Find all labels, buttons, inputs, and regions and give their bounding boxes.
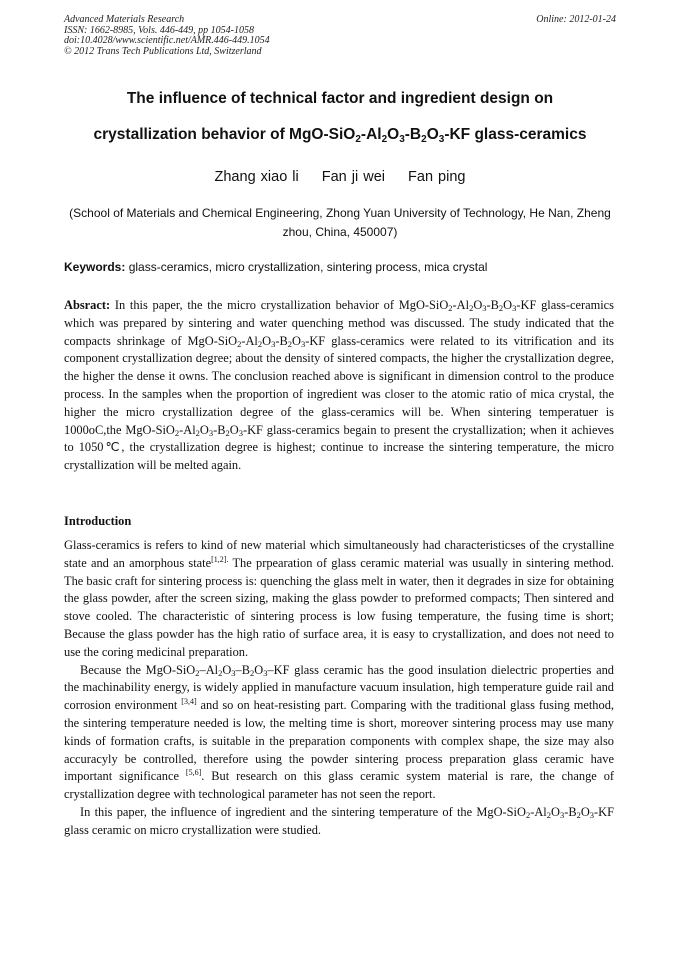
author-name: Fan ji wei (321, 169, 386, 185)
citation: [5,6] (185, 768, 202, 778)
paper-title (64, 90, 616, 162)
author-name: Fan ping (408, 169, 466, 185)
author-name: Zhang xiao li (214, 169, 299, 185)
keywords-label: Keywords: (64, 260, 126, 274)
author-list (64, 169, 616, 185)
title-line-1: The influence of technical factor and ingredient design on (126, 90, 554, 107)
paragraph: Because the MgO-$SiO_2-Al_2O_3-B_2O_3-KF$ glass ceramic has the good insulation dielectric properties and the machinability energy, is widely applied in manufacture vacuum insulation, high temperature guide rail and corrosion environment [3,4] and so on heat-resisting part. Comparing with the traditional glass fusing method, the sintering temperature needed is low, the melting time is short, moreover sintering process may use many kinds of formation crafts, is suitable in the preparation components with complex shape, the size may also accuracyly be controlled, therefore using the powder sintering process preparation glass ceramic have important significance [5,6]. But research on this glass ceramic system material is rare, the change of crystallization degree with technological parameter has not seen the report. (64, 662, 615, 802)
affiliation: (School of Materials and Chemical Engineering, Zhong Yuan University of Technology, He Nan, Zheng zhou, China, 450007) (69, 206, 611, 239)
introduction-body (64, 537, 614, 840)
title-line-2: crystallization behavior of MgO-$SiO_2-Al_2O_3-B_2O_3-KF$ glass-ceramics (93, 126, 587, 145)
journal-issn: ISSN: 1662-8985, Vols. 446-449, pp 1054-1058 (64, 24, 254, 36)
citation: [1,2]. (211, 554, 229, 564)
journal-copyright: © 2012 Trans Tech Publications Ltd, Switzerland (64, 45, 262, 57)
paragraph: Glass-ceramics is refers to kind of new material which simultaneously had characteristicses of the crystalline state and an amorphous state$^{[1,2].}$ The prpearation of glass ceramic material was usually in sintering method. The basic craft for sintering process is: quenching the glass melt in water, then it degrades in size for obtaining the glass powder, after the screen sizing, making the glass powder to preformed compacts; Then sintered and stove cooled. The characteristic of sintering process is low fusing temperature, the fusing time is short; Because the glass powder has the high ratio of surface area, it is easy to crystallization, and does not need to use the coring medicinal preparation. (64, 538, 614, 659)
abstract-label: Absract: (64, 298, 111, 312)
journal-doi: doi:10.4028/www.scientific.net/AMR.446-449.1054 (64, 35, 270, 46)
paragraph: In this paper, the influence of ingredient and the sintering temperature of the MgO-$SiO_2-Al_2O_3-B_2O_3-KF$ glass ceramic on micro crystallization were studied. (64, 804, 614, 837)
keywords-text: glass-ceramics, micro crystallization, sintering process, mica crystal (125, 260, 488, 274)
journal-name: Advanced Materials Research (64, 14, 185, 25)
journal-header (64, 15, 616, 57)
keywords (64, 260, 616, 274)
section-heading-introduction: Introduction (64, 514, 132, 528)
abstract: Absract: In this paper, the the micro crystallization behavior of MgO-$SiO_2-Al_2O_3-B_2O_3-KF$ glass-ceramics which was prepared by sintering and water quenching method was discussed. The study indicated that the compacts shrinkage of MgO-$SiO_2-Al_2O_3-B_2O_3-KF$ glass-ceramics were related to its vitrification and its component crystallization degree; about the density of sintered compacts, the higher the crystallization degree, the higher the dense it owns. The conclusion reached above is significant in dimension control to the produce process. In the samples when the proportion of ingredient was closer to the atomic ratio of mica crystal, the higher the micro crystallization degree of the glass-ceramics will be. When sintering temperatuer is 1000oC,the MgO-$SiO_2-Al_2O_3-B_2O_3-KF$ glass-ceramics begain to present the crystallization; when it achieves to 1050℃, the crystallization degree is highest; continue to increase the sintering temperature, the micro crystallization will be melted again. (64, 298, 614, 473)
online-date: Online: 2012-01-24 (536, 14, 616, 25)
citation: [3,4] (181, 697, 197, 707)
